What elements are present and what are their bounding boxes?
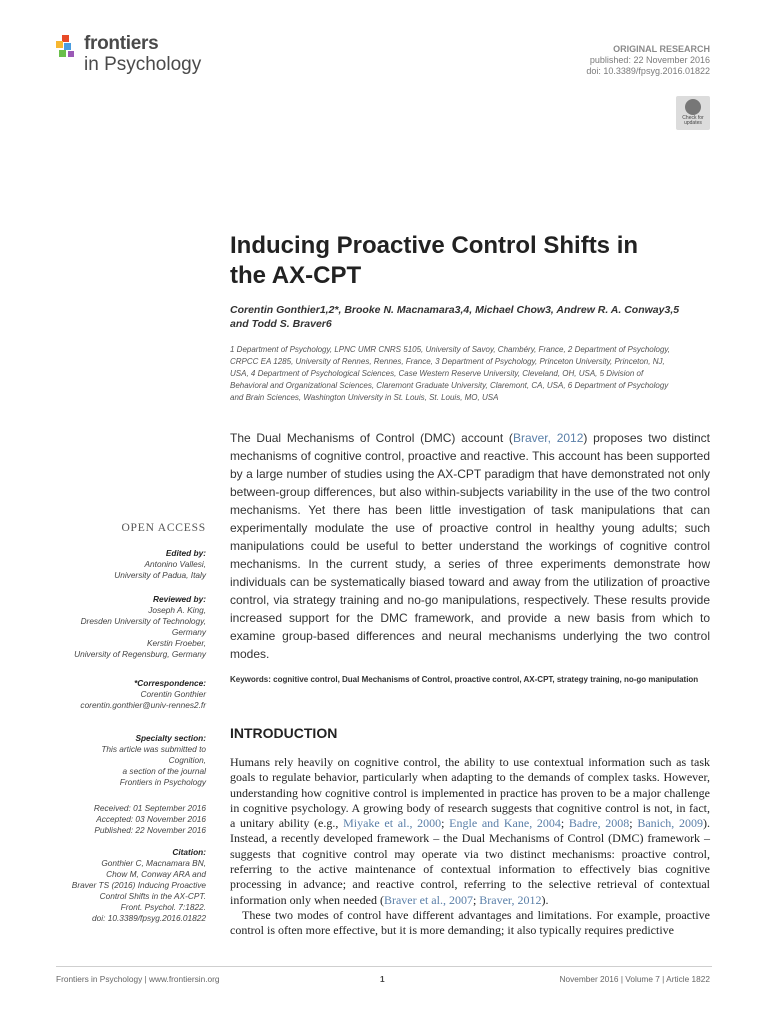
authors-line2: and Todd S. Braver6 <box>230 318 332 330</box>
paragraph-text: ; <box>560 816 569 831</box>
reviewer-line: Joseph A. King, <box>148 605 206 615</box>
dates-block <box>94 803 206 836</box>
correspondence-label: *Correspondence: <box>134 678 206 688</box>
paragraph-text: Humans rely heavily on cognitive control, the ability to use contextual information such as task goals to regulate behavior, particularly when adapting to the demands of complex tasks. However, understanding how cognitive control is implemented in practice has proven to be a major challenge in cognitive psychology. A growing body of research suggests that cognitive control is not, in fact, a unitary ability (e.g., <box>230 755 710 831</box>
edited-by-label: Edited by: <box>165 548 206 558</box>
citation-line: Braver TS (2016) Inducing Proactive <box>71 880 206 890</box>
check-label-line2: updates <box>684 120 702 126</box>
specialty-line: This article was submitted to <box>101 744 206 754</box>
author-list <box>230 303 710 331</box>
frontiers-logo-icon <box>56 35 78 61</box>
paragraph-text: ). Instead, a recently developed framework – the Dual Mechanisms of Control (DMC) framework – suggests that cognitive control may operate via two distinct mechanisms: proactive control, referring to the active maintenance of contextual information to effectively bias cognitive processing in advance; and reactive control, referring to the selective retrieval of contextual information only when needed ( <box>230 816 710 907</box>
citation-link[interactable]: Braver et al., 2007 <box>383 892 473 907</box>
citation-link[interactable]: Braver, 2012 <box>479 892 542 907</box>
article-meta <box>586 44 710 77</box>
title-line2: the AX-CPT <box>230 262 362 289</box>
footer-divider <box>56 966 712 967</box>
correspondence-name: Corentin Gonthier <box>140 689 206 699</box>
affiliation-line: USA, 4 Department of Psychological Sciences, Case Western Reserve University, Cleveland, OH, USA, 5 Division of <box>230 369 644 378</box>
citation-link[interactable]: Badre, 2008 <box>568 816 630 831</box>
affiliation-line: Behavioral and Organizational Sciences, Claremont Graduate University, Claremont, CA, USA, 6 Department of Psychology <box>230 381 669 390</box>
affiliation-line: 1 Department of Psychology, LPNC UMR CNRS 5105, University of Savoy, Chambéry, France, 2 Department of Psychology, <box>230 345 671 354</box>
specialty-line: Cognition, <box>168 755 206 765</box>
page-number: 1 <box>380 974 385 984</box>
title-line1: Inducing Proactive Control Shifts in <box>230 232 639 259</box>
published-date-side: Published: 22 November 2016 <box>94 825 206 835</box>
affiliation-line: and Brain Sciences, Washington University in St. Louis, St. Louis, MO, USA <box>230 393 499 402</box>
citation-line: Control Shifts in the AX-CPT. <box>99 891 206 901</box>
reviewer-line: University of Regensburg, Germany <box>74 649 206 659</box>
citation-doi[interactable]: doi: 10.3389/fpsyg.2016.01822 <box>92 913 206 923</box>
article-title <box>230 231 710 291</box>
affiliations <box>230 344 710 404</box>
paragraph-text: ; <box>472 892 480 907</box>
citation-line: Chow M, Conway ARA and <box>106 869 206 879</box>
journal-name-line2: in Psychology <box>84 54 202 75</box>
citation-block <box>72 847 206 924</box>
section-heading: INTRODUCTION <box>230 725 338 741</box>
specialty-line: a section of the journal <box>122 766 206 776</box>
reviewed-by-block <box>74 594 206 660</box>
editor-line: Antonino Vallesi, <box>144 559 206 569</box>
specialty-line: Frontiers in Psychology <box>119 777 206 787</box>
specialty-section-block <box>101 733 206 788</box>
abstract-text: The Dual Mechanisms of Control (DMC) account ( <box>230 431 513 445</box>
citation-link[interactable]: Braver, 2012 <box>512 431 584 445</box>
paragraph-text: ; <box>441 816 450 831</box>
published-date: published: 22 November 2016 <box>589 55 710 65</box>
paragraph-text: ). <box>541 892 549 907</box>
abstract <box>230 429 710 663</box>
article-type: ORIGINAL RESEARCH <box>613 44 710 54</box>
check-for-updates-button[interactable] <box>676 96 710 130</box>
reviewer-line: Germany <box>171 627 206 637</box>
paragraph-text: ; <box>629 816 638 831</box>
intro-paragraph-2: These two modes of control have different advantages and limitations. For example, proactive control is often more effective, but it is more demanding; it also typically requires predictive <box>230 908 710 938</box>
journal-name-line1: frontiers <box>84 33 159 54</box>
citation-label: Citation: <box>172 847 206 857</box>
journal-logo[interactable] <box>56 33 206 83</box>
correspondence-email[interactable]: corentin.gonthier@univ-rennes2.fr <box>80 700 206 710</box>
affiliation-line: CRPCC EA 1285, University of Rennes, Rennes, France, 3 Department of Psychology, Princeton University, Princeton, NJ, <box>230 357 665 366</box>
open-access-label: OPEN ACCESS <box>121 522 206 534</box>
citation-line: Gonthier C, Macnamara BN, <box>101 858 206 868</box>
correspondence-block <box>80 678 206 711</box>
footer-issue: November 2016 | Volume 7 | Article 1822 <box>559 974 710 984</box>
authors-line1: Corentin Gonthier1,2*, Brooke N. Macnamara3,4, Michael Chow3, Andrew R. A. Conway3,5 <box>230 304 680 316</box>
accepted-date: Accepted: 03 November 2016 <box>96 814 206 824</box>
received-date: Received: 01 September 2016 <box>93 803 206 813</box>
reviewer-line: Dresden University of Technology, <box>80 616 206 626</box>
keywords: Keywords: cognitive control, Dual Mechanisms of Control, proactive control, AX-CPT, strategy training, no-go manipulation <box>230 675 699 684</box>
citation-line: Front. Psychol. 7:1822. <box>120 902 206 912</box>
citation-link[interactable]: Miyake et al., 2000 <box>343 816 442 831</box>
intro-paragraph-1 <box>230 755 710 908</box>
reviewer-line: Kerstin Froeber, <box>146 638 206 648</box>
citation-link[interactable]: Banich, 2009 <box>637 816 703 831</box>
article-doi[interactable]: doi: 10.3389/fpsyg.2016.01822 <box>586 66 710 76</box>
edited-by-block <box>114 548 206 581</box>
check-updates-icon <box>685 99 701 115</box>
abstract-text: ) proposes two distinct mechanisms of cognitive control, proactive and reactive. This account has been supported by a large number of studies using the AX-CPT paradigm that have demonstrated not only between-group differences, but also within-subjects variability in the use of the two control mechanisms. Yet there has been little investigation of task manipulations that can experimentally modulate the use of proactive control in healthy young adults; such manipulations could be useful to better understand the workings of cognitive control mechanisms. In the current study, a series of three experiments demonstrate how individuals can be systematically biased toward and away from the utilization of proactive control, via strategy training and no-go manipulations, respectively. These results provide increased support for the DMC framework, and provide a new basis from which to examine group-based differences and neural mechanisms underlying the two control modes. <box>230 431 710 661</box>
citation-link[interactable]: Engle and Kane, 2004 <box>449 816 561 831</box>
editor-line: University of Padua, Italy <box>114 570 206 580</box>
specialty-label: Specialty section: <box>135 733 206 743</box>
check-label-line1: Check for <box>682 115 704 121</box>
reviewed-by-label: Reviewed by: <box>152 594 206 604</box>
footer-journal[interactable]: Frontiers in Psychology | www.frontiersin.org <box>56 974 220 984</box>
